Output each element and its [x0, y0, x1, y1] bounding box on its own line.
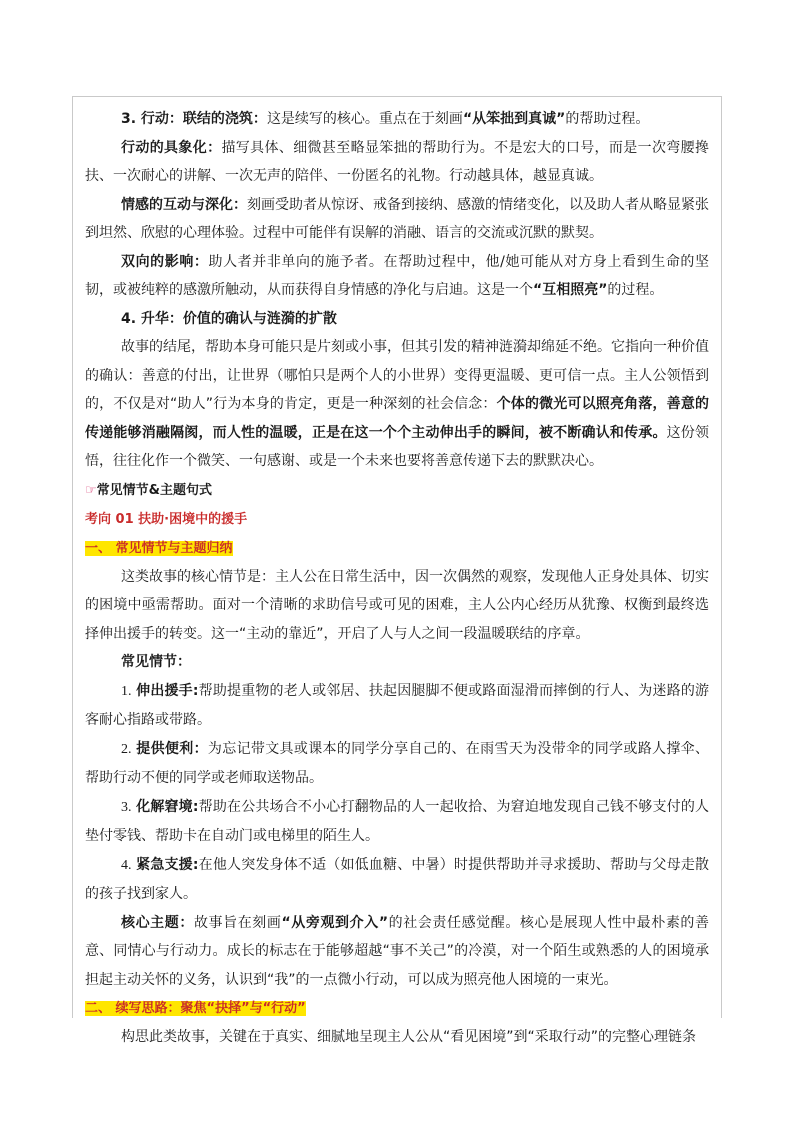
ending-bold: 个体的微光可以照亮角落，善意的传递能够消融隔阂，而人性的温暖，正是在这一个个主动伸出手的瞬间，被不断确认和传承。	[85, 396, 709, 441]
part-1-paragraph: 这类故事的核心情节是：主人公在日常生活中，因一次偶然的观察，发现他人正身处具体、切实的困境中亟需帮助。面对一个清晰的求助信号或可见的困难，主人公内心经历从犹豫、权衡到最终选择伸出援手的转变。这一“主动的靠近”，开启了人与人之间一段温暖联结的序章。	[85, 568, 709, 642]
section-3-rest: 的帮助过程。	[565, 111, 650, 127]
plot-label: 化解窘境:	[136, 798, 199, 815]
plot-label: 提供便利：	[136, 740, 208, 757]
part-1-title: 一、 常见情节与主题归纳	[85, 540, 233, 556]
interaction-label: 情感的互动与深化：	[121, 196, 247, 213]
mutual-label: 双向的影响：	[121, 253, 209, 270]
section-3-paragraph	[73, 105, 721, 134]
interaction-paragraph	[73, 191, 721, 248]
ending-paragraph	[73, 333, 721, 476]
mutual-text-1: 助人者并非单向的施予者。在帮助过程中，他/她可能从对方身上看到生命的坚韧，或被纯粹的感激所触动，从而获得自身情感的净化与启迪。这是一个	[85, 253, 710, 298]
section-3-intro: 这是续写的核心。重点在于刻画	[266, 111, 463, 127]
theme-label: 核心主题：	[121, 914, 194, 931]
part-1-heading	[73, 534, 721, 563]
plot-text: 在他人突发身体不适（如低血糖、中暑）时提供帮助并寻求援助、帮助与父母走散的孩子找到家人。	[85, 856, 709, 902]
plot-number: 1.	[121, 683, 132, 699]
section-3-title: 3. 行动：联结的浇筑：	[121, 111, 267, 127]
section-3-quote: “从笨拙到真诚”	[462, 111, 566, 127]
theme-text-1: 故事旨在刻画	[193, 914, 282, 931]
mutual-paragraph	[73, 248, 721, 305]
plot-text: 帮助在公共场合不小心打翻物品的人一起收拾、为窘迫地发现自己钱不够支付的人垫付零钱、帮助卡在自动门或电梯里的陌生人。	[85, 798, 709, 844]
list-item	[73, 793, 721, 851]
concrete-label: 行动的具象化：	[121, 139, 222, 156]
ending-text-1: 故事的结尾，帮助本身可能只是片刻或小事，但其引发的精神涟漪却绵延不绝。它指向一种价值的确认：善意的付出，让世界（哪怕只是两个人的小世界）变得更温暖、更可信一点。主人公领悟到的，不仅是对“助人”行为本身的肯定，更是一种深刻的社会信念：	[85, 339, 709, 412]
section-4-title: 4. 升华：价值的确认与涟漪的扩散	[121, 310, 337, 327]
plot-text: 帮助提重物的老人或邻居、扶起因腿脚不便或路面湿滑而摔倒的行人、为迷路的游客耐心指路或带路。	[85, 682, 709, 728]
interaction-text: 刻画受助者从惊讶、戒备到接纳、感激的情绪变化，以及助人者从略显紧张到坦然、欣慰的心理体验。过程中可能伴有误解的消融、语言的交流或沉默的默契。	[85, 196, 709, 241]
ending-text-2: 这份领悟，往往化作一个微笑、一句感谢、或是一个未来也要将善意传递下去的默默决心。	[85, 424, 709, 469]
list-item	[73, 851, 721, 909]
mutual-quote: “互相照亮”	[533, 282, 608, 298]
plot-number: 3.	[121, 799, 132, 815]
kaoxiang-title: 考向 01 扶助·困境中的援手	[85, 511, 248, 527]
list-item	[73, 677, 721, 735]
pointing-hand-icon: ☞	[85, 482, 97, 498]
part-2-title: 二、 续写思路：聚焦“抉择”与“行动”	[85, 1001, 306, 1016]
plots-label: 常见情节：	[121, 654, 191, 670]
theme-text-2: 的社会责任感觉醒。核心是展现人性中最朴素的善意、同情心与行动力。成长的标志在于能够超越“事不关己”的冷漠，对一个陌生或熟悉的人的困境承担起主动关怀的义务，认识到“我”的一点微小行动，可以成为照亮他人困境的一束光。	[85, 914, 710, 988]
page-content	[72, 96, 722, 1045]
plot-label: 伸出援手:	[136, 682, 199, 699]
plot-number: 4.	[121, 857, 132, 873]
common-plots-title: 常见情节&主题句式	[96, 482, 212, 498]
part-2-heading	[73, 994, 721, 1023]
common-plots-heading	[73, 476, 721, 505]
last-paragraph: 构思此类故事，关键在于真实、细腻地呈现主人公从“看见困境”到“采取行动”的完整心理链条	[121, 1029, 697, 1045]
plots-list	[73, 677, 721, 909]
concrete-text: 描写具体、细微甚至略显笨拙的帮助行为。不是宏大的口号，而是一次弯腰搀扶、一次耐心的讲解、一次无声的陪伴、一份匿名的礼物。行动越具体，越显真诚。	[85, 139, 710, 184]
plot-text: 为忘记带文具或课本的同学分享自己的、在雨雪天为没带伞的同学或路人撑伞、帮助行动不便的同学或老师取送物品。	[85, 740, 710, 786]
concrete-paragraph	[73, 134, 721, 191]
list-item	[73, 735, 721, 793]
theme-quote: “从旁观到介入”	[281, 914, 389, 931]
plot-label: 紧急支援:	[136, 856, 199, 873]
theme-paragraph	[73, 909, 721, 995]
plot-number: 2.	[121, 741, 132, 757]
mutual-text-2: 的过程。	[607, 282, 664, 298]
